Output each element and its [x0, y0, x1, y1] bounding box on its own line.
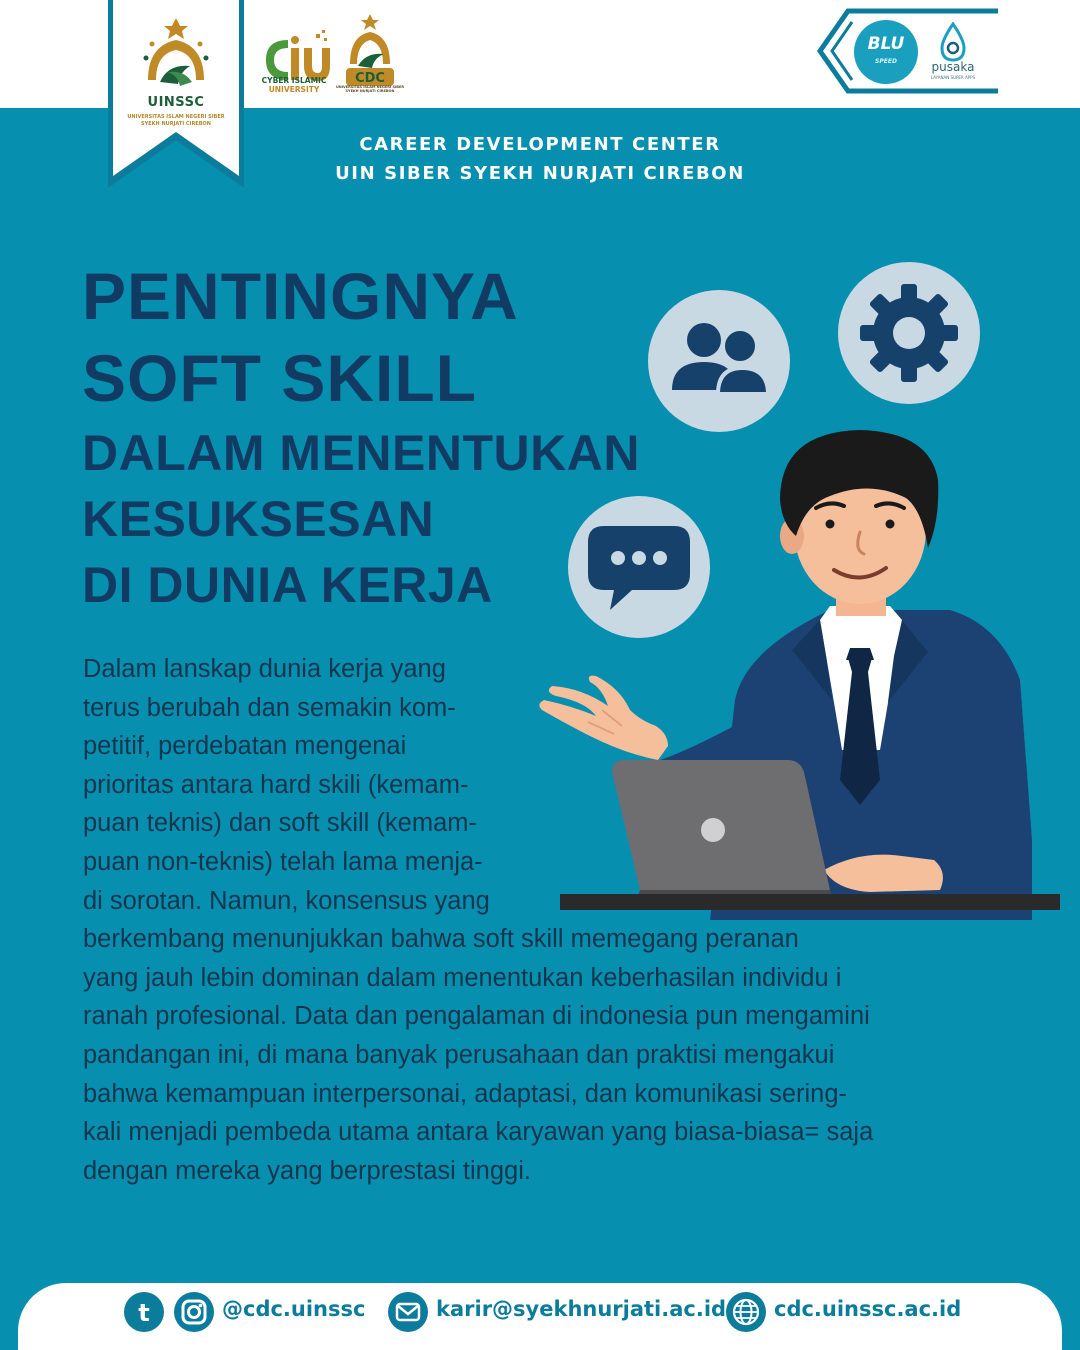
blu-sub-label: SPEED	[875, 58, 897, 65]
body-line: pandangan ini, di mana banyak perusahaan dan praktisi mengakui	[83, 1041, 835, 1069]
people-icon	[648, 290, 790, 432]
body-line: di sorotan. Namun, konsensus yang	[83, 886, 490, 915]
businessman-illustration	[530, 420, 1070, 920]
header-line-1: CAREER DEVELOPMENT CENTER	[359, 134, 721, 155]
body-line: puan teknis) dan soft skill (kemam-	[83, 809, 477, 838]
title-line-4: KESUKSESAN	[82, 491, 435, 547]
svg-text:t: t	[138, 1299, 150, 1327]
uinssc-name: UINSSC	[147, 95, 205, 110]
cdc-logo-icon	[338, 12, 402, 96]
tiktok-icon[interactable]	[124, 1292, 164, 1332]
body-line: kali menjadi pembeda utama antara karyawan yang biasa-biasa= saja	[83, 1118, 874, 1147]
pusaka-label: pusaka	[931, 60, 975, 74]
website-link[interactable]: cdc.uinssc.ac.id	[774, 1297, 962, 1321]
body-line: yang jauh lebin dominan dalam menentukan keberhasilan individu i	[83, 963, 842, 992]
instagram-icon[interactable]	[174, 1292, 214, 1332]
body-line: bahwa kemampuan interpersonai, adaptasi, dan komunikasi sering-	[83, 1079, 848, 1108]
social-handle-link[interactable]: @cdc.uinssc	[222, 1297, 366, 1321]
blu-label: BLU	[867, 34, 905, 54]
body-line: berkembang menunjukkan bahwa soft skill memegang peranan	[83, 925, 799, 954]
mail-icon[interactable]	[388, 1292, 428, 1332]
cyber-logo-line-1: CYBER ISLAMIC	[261, 76, 327, 85]
pusaka-drop-icon	[938, 22, 968, 62]
body-line: terus berubah dan semakin kom-	[83, 693, 456, 722]
header-line-2: UIN SIBER SYEKH NURJATI CIREBON	[335, 163, 745, 184]
svg-text:CDC: CDC	[355, 71, 385, 86]
body-line: petitif, perdebatan mengenai	[83, 732, 407, 761]
uinssc-subtitle-1: UNIVERSITAS ISLAM NEGERI SIBER	[127, 114, 225, 120]
title-line-5: DI DUNIA KERJA	[82, 557, 493, 613]
body-line: prioritas antara hard skili (kemam-	[83, 770, 469, 799]
gear-circle	[838, 262, 980, 404]
body-line: Dalam lanskap dunia kerja yang	[83, 655, 446, 683]
pusaka-sub-label: LAYANAN SUPER APPS	[930, 75, 976, 80]
body-line: puan non-teknis) telah lama menja-	[83, 848, 483, 876]
body-line: dengan mereka yang berprestasi tinggi.	[83, 1156, 531, 1185]
blu-speed-badge	[854, 20, 918, 84]
title-line-1: PENTINGNYA	[82, 259, 519, 333]
email-link[interactable]: karir@syekhnurjati.ac.id	[436, 1297, 727, 1321]
cdc-logo-subtitle: UNIVERSITAS ISLAM NEGERI SIBER SYEKH NURJATI CIREBON	[335, 85, 405, 93]
people-circle	[648, 290, 790, 432]
uinssc-ribbon	[108, 0, 244, 188]
title-line-3: DALAM MENENTUKAN	[82, 425, 640, 481]
title-line-2: SOFT SKILL	[82, 341, 477, 415]
globe-icon[interactable]	[726, 1292, 766, 1332]
body-line: ranah profesional. Data dan pengalaman di indonesia pun mengamini	[83, 1002, 870, 1031]
gear-icon	[838, 262, 980, 404]
uinssc-subtitle-2: SYEKH NURJATI CIREBON	[141, 121, 211, 127]
cyber-logo-line-2: UNIVERSITY	[268, 85, 320, 94]
